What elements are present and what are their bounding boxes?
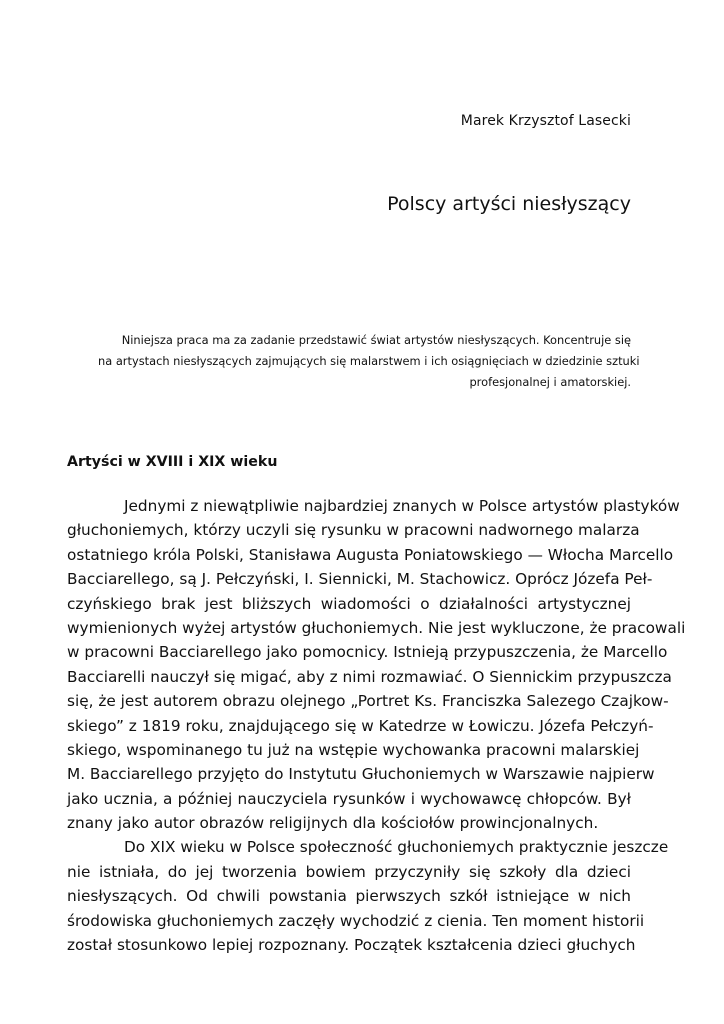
section-heading: Artyści w XVIII i XIX wieku	[67, 454, 278, 470]
paragraph-line: został stosunkowo lepiej rozpoznany. Początek kształcenia dzieci głuchych	[67, 936, 636, 955]
paragraph-line: znany jako autor obrazów religijnych dla kościołów prowincjonalnych.	[67, 814, 599, 833]
paragraph-line: Do XIX wieku w Polsce społeczność głuchoniemych praktycznie jeszcze	[124, 838, 669, 857]
paragraph-line: Jednymi z niewątpliwie najbardziej znanych w Polsce artystów plastyków	[124, 497, 680, 515]
body-text	[67, 494, 686, 957]
author-name: Marek Krzysztof Lasecki	[460, 113, 631, 129]
paragraph-line: jako ucznia, a później nauczyciela rysunków i wychowawcę chłopców. Był	[67, 789, 631, 808]
paragraph-line: nie istniała, do jej tworzenia bowiem przyczyniły się szkoły dla dzieci	[67, 862, 631, 881]
paragraph-line: się, że jest autorem obrazu olejnego „Portret Ks. Franciszka Salezego Czajkow-	[67, 692, 669, 711]
paragraph-line: czyńskiego brak jest bliższych wiadomości o działalności artystycznej	[67, 594, 631, 613]
abstract-line: na artystach niesłyszących zajmujących się malarstwem i ich osiągnięciach w dziedzinie sztuki	[98, 354, 640, 368]
abstract	[98, 330, 640, 393]
paragraph-line: wymienionych wyżej artystów głuchoniemych. Nie jest wykluczone, że pracowali	[67, 618, 686, 637]
paragraph-line: w pracowni Bacciarellego jako pomocnicy. Istnieją przypuszczenia, że Marcello	[67, 643, 668, 662]
paragraph-line: środowiska głuchoniemych zaczęły wychodzić z cienia. Ten moment historii	[67, 911, 645, 930]
paragraph-line: skiego” z 1819 roku, znajdującego się w Katedrze w Łowiczu. Józefa Pełczyń-	[67, 716, 654, 735]
paragraph-line: niesłyszących. Od chwili powstania pierwszych szkół istniejące w nich	[67, 887, 631, 906]
paragraph-line: głuchoniemych, którzy uczyli się rysunku w pracowni nadwornego malarza	[67, 521, 640, 540]
abstract-line: profesjonalnej i amatorskiej.	[469, 375, 631, 389]
paragraph-line: skiego, wspominanego tu już na wstępie wychowanka pracowni malarskiej	[67, 740, 640, 759]
paragraph-line: Bacciarelli nauczył się migać, aby z nimi rozmawiać. O Siennickim przypuszcza	[67, 667, 672, 686]
abstract-line: Niniejsza praca ma za zadanie przedstawić świat artystów niesłyszących. Koncentruje się	[121, 333, 631, 347]
article-title: Polscy artyści niesłyszący	[387, 193, 631, 215]
paragraph-line: Bacciarellego, są J. Pełczyński, I. Siennicki, M. Stachowicz. Oprócz Józefa Peł-	[67, 570, 653, 589]
paragraph-line: M. Bacciarellego przyjęto do Instytutu Głuchoniemych w Warszawie najpierw	[67, 765, 655, 784]
paragraph-line: ostatniego króla Polski, Stanisława Augusta Poniatowskiego — Włocha Marcello	[67, 545, 674, 564]
